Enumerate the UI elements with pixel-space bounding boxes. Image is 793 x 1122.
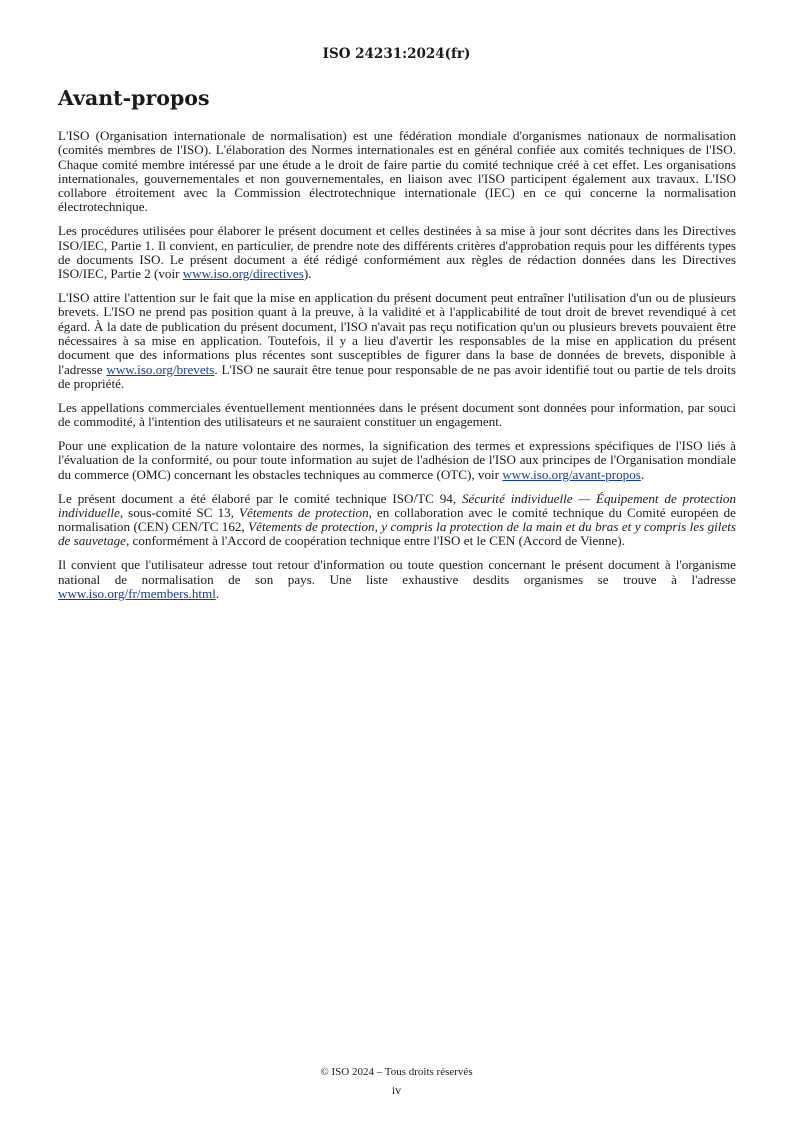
foreword-link[interactable]: www.iso.org/avant-propos	[502, 466, 641, 482]
paragraph-patents-end: . L'ISO ne saurait être tenue pour responsable de ne pas avoir identifié tout ou partie de tels droits de propriété.	[58, 361, 736, 391]
committee-title-cen-tc162: Vêtements de protection, y compris la protection de la main et du bras et y compris les gilets de sauvetage	[58, 519, 736, 549]
paragraph-voluntary-end: .	[640, 466, 645, 482]
page-footer	[0, 1065, 793, 1097]
foreword-body	[58, 129, 736, 611]
page-title: Avant-propos	[58, 86, 210, 110]
copyright-notice: © ISO 2024 – Tous droits réservés	[320, 1066, 473, 1078]
paragraph-trade-names: Les appellations commerciales éventuellement mentionnées dans le présent document sont données pour information, par souci de commodité, à l'intention des utilisateurs et ne sauraient constituer un engagement.	[58, 399, 736, 430]
paragraph-directives	[58, 224, 736, 281]
committee-text-2: , sous-comité SC 13,	[119, 504, 240, 520]
document-id-header: ISO 24231:2024(fr)	[322, 46, 471, 62]
paragraph-feedback-text: Il convient que l'utilisateur adresse tout retour d'information ou toute question concernant le présent document à l'organisme national de normalisation de son pays. Une liste exhaustive desdits organismes se trouve à l'adresse	[58, 557, 736, 587]
paragraph-iso-organisation: L'ISO (Organisation internationale de normalisation) est une fédération mondiale d'organismes nationaux de normalisation (comités membres de l'ISO). L'élaboration des Normes internationales est en général confiée aux comités techniques de l'ISO. Chaque comité membre intéressé par une étude a le droit de faire partie du comité technique créé à cet effet. Les organisations internationales, gouvernementales et non gouvernementales, en liaison avec l'ISO participent également aux travaux. L'ISO collabore étroitement avec la Commission électrotechnique internationale (IEC) en ce qui concerne la normalisation électrotechnique.	[58, 128, 736, 215]
paragraph-feedback	[58, 558, 736, 601]
committee-title-tc94: Sécurité individuelle — Équipement de protection individuelle	[58, 490, 736, 520]
paragraph-committee	[58, 492, 736, 549]
paragraph-patents	[58, 291, 736, 391]
committee-text-4: , conformément à l'Accord de coopération technique entre l'ISO et le CEN (Accord de Vienne).	[126, 533, 625, 549]
paragraph-feedback-end: .	[215, 585, 220, 601]
paragraph-directives-end: ).	[303, 266, 312, 282]
paragraph-directives-text: Les procédures utilisées pour élaborer le présent document et celles destinées à sa mise à jour sont décrites dans les Directives ISO/IEC, Partie 1. Il convient, en particulier, de prendre note des différents critères d'approbation requis pour les différents types de documents ISO. Le présent document a été rédigé conformément aux règles de rédaction données dans les Directives ISO/IEC, Partie 2 (voir	[58, 223, 736, 282]
members-link[interactable]: www.iso.org/fr/members.html	[58, 585, 216, 601]
committee-text-3: , en collaboration avec le comité technique du Comité européen de normalisation (CEN) CEN/TC 162,	[58, 504, 736, 535]
directives-link[interactable]: www.iso.org/directives	[182, 266, 304, 282]
paragraph-voluntary-nature	[58, 439, 736, 482]
committee-title-sc13: Vêtements de protection	[239, 504, 369, 520]
page-number: iv	[391, 1083, 402, 1097]
paragraph-patents-text: L'ISO attire l'attention sur le fait que la mise en application du présent document peut entraîner l'utilisation d'un ou de plusieurs brevets. L'ISO ne prend pas position quant à la preuve, à la validité et à l'applicabilité de tout droit de brevet revendiqué à cet égard. À la date de publication du présent document, l'ISO n'avait pas reçu notification qu'un ou plusieurs brevets pouvaient être nécessaires à sa mise en application. Toutefois, il y a lieu d'avertir les responsables de la mise en application du présent document que des informations plus récentes sont susceptibles de figurer dans la base de données de brevets, disponible à l'adresse	[58, 290, 736, 377]
patents-link[interactable]: www.iso.org/brevets	[106, 361, 215, 377]
committee-text-1: Le présent document a été élaboré par le comité technique ISO/TC 94,	[58, 490, 462, 506]
paragraph-voluntary-text: Pour une explication de la nature volontaire des normes, la signification des termes et expressions spécifiques de l'ISO liés à l'évaluation de la conformité, ou pour toute information au sujet de l'adhésion de l'ISO aux principes de l'Organisation mondiale du commerce (OMC) concernant les obstacles techniques au commerce (OTC), voir	[58, 438, 736, 482]
